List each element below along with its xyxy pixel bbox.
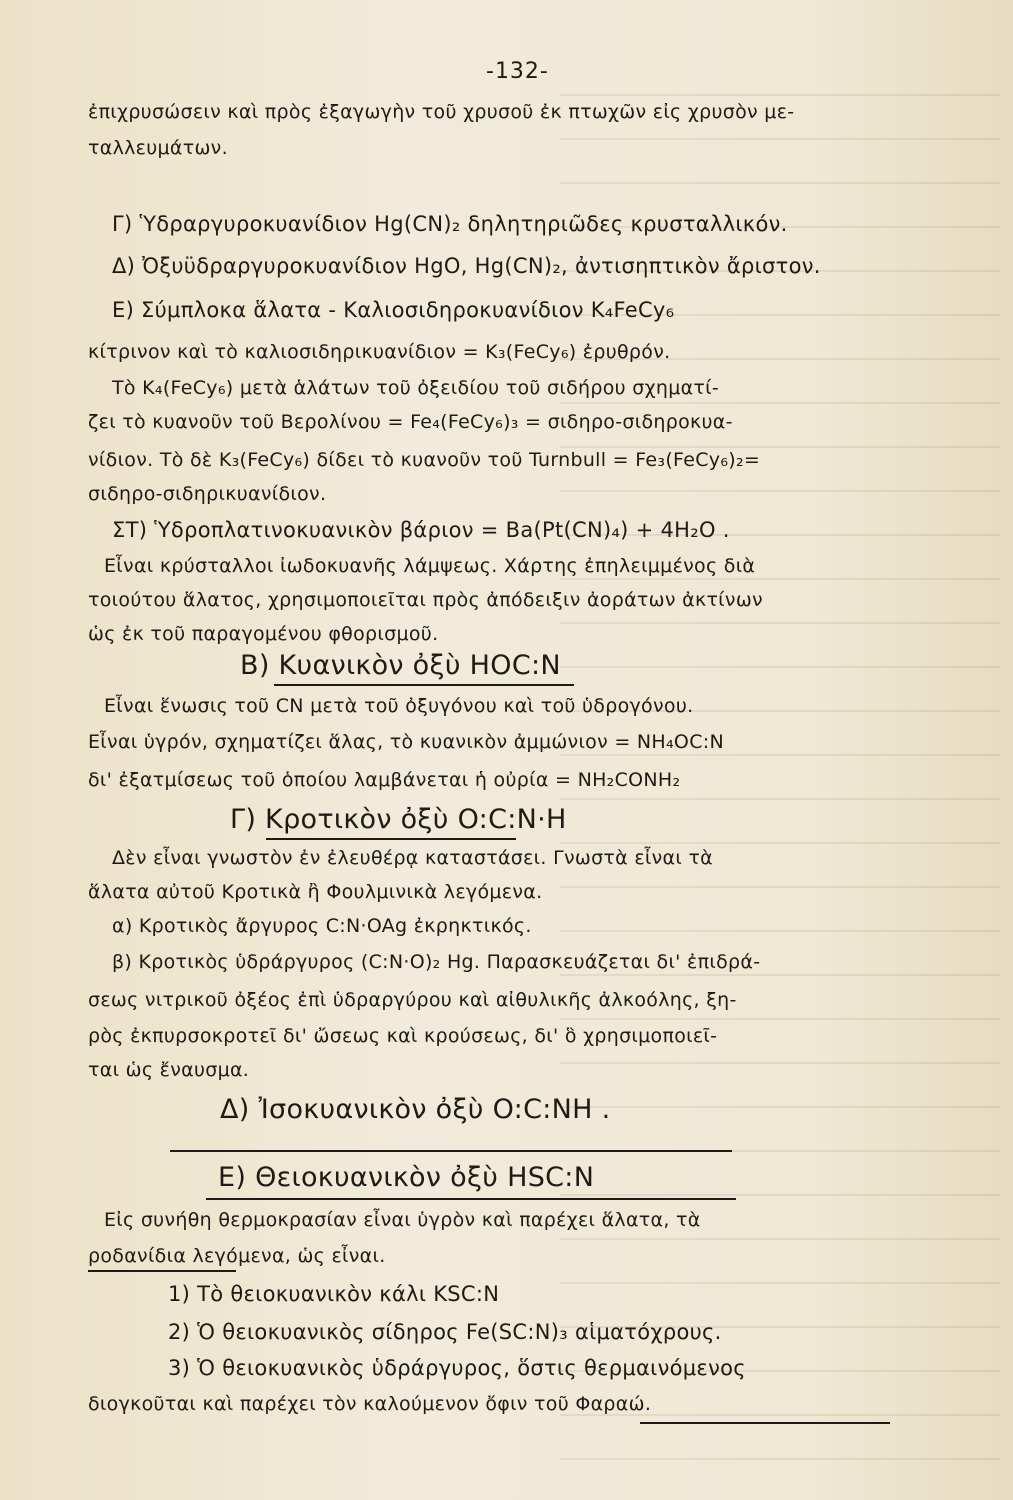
text-line: κίτρινον καὶ τὸ καλιοσιδηρικυανίδιον = K₃(FeCy₆) ἐρυθρόν.: [88, 341, 671, 363]
text-line: Εἶναι κρύσταλλοι ἰωδοκυανῆς λάμψεως. Χάρτης ἐπηλειμμένος διὰ: [104, 555, 756, 577]
section-heading: Δ) Ἰσοκυανικὸν ὀξὺ O:C:NH .: [220, 1094, 611, 1125]
separator-rule: [170, 1150, 732, 1152]
text-line: δι' ἐξατμίσεως τοῦ ὁποίου λαμβάνεται ἡ οὐρία = NH₂CONH₂: [88, 769, 681, 791]
text-line: ταλλευμάτων.: [88, 137, 228, 159]
text-line: Εἰς συνήθη θερμοκρασίαν εἶναι ὑγρὸν καὶ παρέχει ἅλατα, τὰ: [104, 1209, 701, 1231]
text-line: ἐπιχρυσώσειν καὶ πρὸς ἐξαγωγὴν τοῦ χρυσοῦ ἐκ πτωχῶν εἰς χρυσὸν με-: [88, 101, 795, 123]
section-heading: Β) Κυανικὸν ὀξὺ HOC:N: [240, 650, 561, 681]
text-line: α) Κροτικὸς ἄργυρος C:N·OAg ἐκρηκτικός.: [112, 915, 532, 937]
text-line: Τὸ K₄(FeCy₆) μετὰ ἁλάτων τοῦ ὀξειδίου τοῦ σιδήρου σχηματί-: [112, 377, 720, 399]
text-line: Ε) Σύμπλοκα ἅλατα - Καλιοσιδηροκυανίδιον K₄FeCy₆: [112, 298, 675, 322]
text-line: Γ) Ὑδραργυροκυανίδιον Hg(CN)₂ δηλητηριῶδες κρυσταλλικόν.: [112, 212, 788, 236]
text-line: Δὲν εἶναι γνωστὸν ἐν ἐλευθέρᾳ καταστάσει. Γνωστὰ εἶναι τὰ: [112, 847, 714, 869]
text-line: Εἶναι ὑγρόν, σχηματίζει ἅλας, τὸ κυανικὸν ἀμμώνιον = NH₄OC:N: [88, 731, 724, 753]
heading-underline: [274, 684, 574, 686]
text-line: ται ὡς ἔναυσμα.: [88, 1059, 250, 1081]
list-item: 1) Τὸ θειοκυανικὸν κάλι KSC:N: [168, 1282, 500, 1306]
text-line: ροδανίδια λεγόμενα, ὡς εἶναι.: [88, 1245, 386, 1267]
text-line: ὡς ἐκ τοῦ παραγομένου φθορισμοῦ.: [88, 623, 439, 645]
word-underline: [88, 1270, 236, 1272]
heading-underline: [206, 1198, 736, 1200]
heading-underline: [266, 838, 516, 840]
section-heading: Ε) Θειοκυανικὸν ὀξὺ HSC:N: [218, 1162, 595, 1193]
text-line: ζει τὸ κυανοῦν τοῦ Βερολίνου = Fe₄(FeCy₆)₃ = σιδηρο-σιδηροκυα-: [88, 411, 733, 433]
page-number: -132-: [486, 59, 549, 84]
text-line: σεως νιτρικοῦ ὀξέος ἐπὶ ὑδραργύρου καὶ αἰθυλικῆς ἀλκοόλης, ξη-: [88, 989, 737, 1011]
text-line: ρὸς ἐκπυρσοκροτεῖ δι' ὤσεως καὶ κρούσεως, δι' ὃ χρησιμοποιεῖ-: [88, 1025, 718, 1047]
list-item: 3) Ὁ θειοκυανικὸς ὑδράργυρος, ὅστις θερμαινόμενος: [168, 1356, 746, 1380]
text-line: τοιούτου ἅλατος, χρησιμοποιεῖται πρὸς ἀπόδειξιν ἀοράτων ἀκτίνων: [88, 589, 763, 611]
text-line: β) Κροτικὸς ὑδράργυρος (C:N·O)₂ Hg. Παρασκευάζεται δι' ἐπιδρά-: [112, 951, 761, 973]
word-underline: [640, 1422, 890, 1424]
section-heading: Γ) Κροτικὸν ὀξὺ O:C:N·H: [230, 804, 567, 835]
text-line: Δ) Ὀξυϋδραργυροκυανίδιον HgO, Hg(CN)₂, ἀντισηπτικὸν ἄριστον.: [112, 254, 821, 278]
list-item: 2) Ὁ θειοκυανικὸς σίδηρος Fe(SC:N)₃ αἱματόχρους.: [168, 1320, 722, 1344]
text-line: Εἶναι ἕνωσις τοῦ CN μετὰ τοῦ ὀξυγόνου καὶ τοῦ ὑδρογόνου.: [104, 695, 694, 717]
text-line: ἅλατα αὐτοῦ Κροτικὰ ἢ Φουλμινικὰ λεγόμενα.: [88, 881, 543, 903]
text-line: διογκοῦται καὶ παρέχει τὸν καλούμενον ὄφιν τοῦ Φαραώ.: [88, 1393, 652, 1415]
text-line: νίδιον. Τὸ δὲ K₃(FeCy₆) δίδει τὸ κυανοῦν τοῦ Turnbull = Fe₃(FeCy₆)₂=: [88, 449, 761, 471]
text-line: σιδηρο-σιδηρικυανίδιον.: [88, 483, 327, 505]
text-line: ΣΤ) Ὑδροπλατινοκυανικὸν βάριον = Ba(Pt(CN)₄) + 4H₂O .: [112, 518, 730, 542]
